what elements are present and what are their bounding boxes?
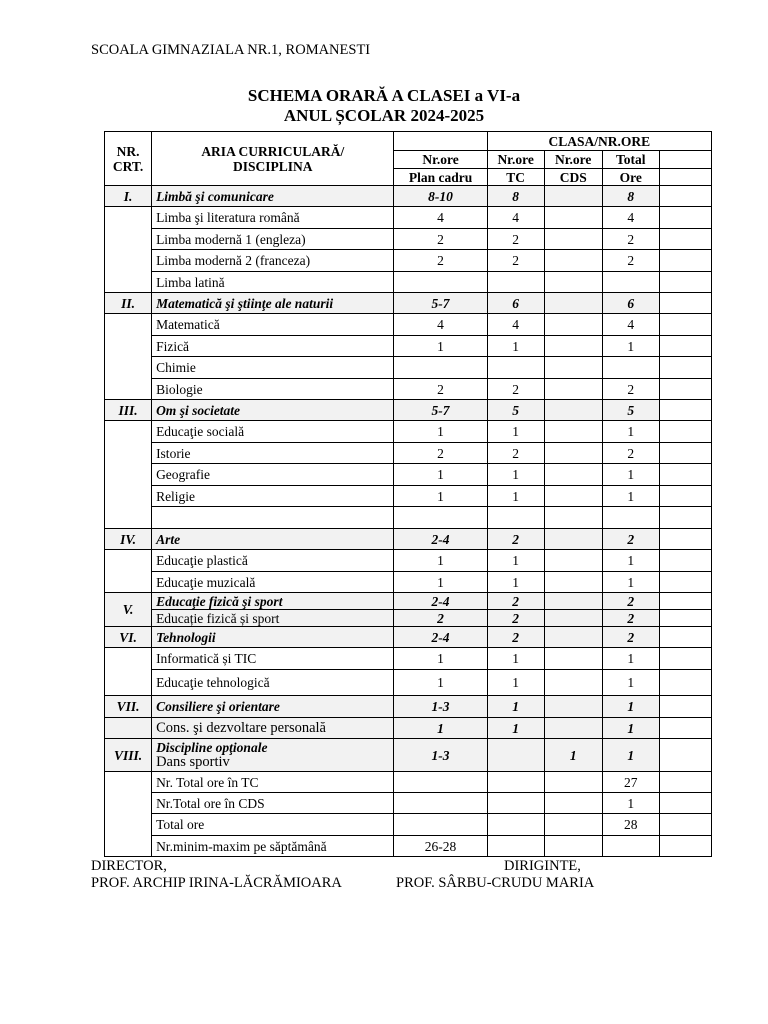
table-row [105, 464, 712, 486]
discipline-name: Matematică [152, 314, 394, 336]
header-crt: CRT. [112, 158, 144, 174]
discipline-name: Fizică [152, 336, 394, 357]
section-number: VIII. [105, 739, 152, 772]
plan-cadru-cell: 5-7 [394, 400, 487, 421]
cds-cell [544, 648, 602, 670]
cds-cell [544, 443, 602, 464]
section-number-span [105, 207, 152, 293]
header-aria [152, 132, 394, 186]
tc-cell: 4 [487, 314, 544, 336]
plan-cadru-cell: 2 [394, 250, 487, 272]
header-plan-cadru: Plan cadru [394, 169, 487, 186]
tc-cell: 6 [487, 293, 544, 314]
table-row [105, 250, 712, 272]
total-cell: 2 [602, 229, 659, 250]
section-number-span [105, 314, 152, 400]
header-clasa: CLASA/NR.ORE [487, 132, 711, 151]
discipline-name: Chimie [152, 357, 394, 379]
plan-cadru-cell: 1 [394, 421, 487, 443]
plan-cadru-cell: 1 [394, 486, 487, 507]
plan-cadru-cell: 1-3 [394, 739, 487, 772]
section-name [152, 739, 394, 772]
cds-cell [544, 229, 602, 250]
tc-cell: 5 [487, 400, 544, 421]
cds-cell [544, 186, 602, 207]
total-label: Total ore [152, 814, 394, 836]
discipline-name: Educaţie plastică [152, 550, 394, 572]
diriginte-name: PROF. SÂRBU-CRUDU MARIA [396, 875, 595, 891]
plan-cadru-cell: 2 [394, 379, 487, 400]
plan-cadru-cell: 2 [394, 229, 487, 250]
plan-cadru-cell: 2-4 [394, 627, 487, 648]
extra-cell [659, 443, 711, 464]
header-extra [659, 169, 711, 186]
section-row [105, 627, 712, 648]
plan-cadru-cell: 4 [394, 207, 487, 229]
total-row [105, 836, 712, 857]
header-aria-line2: DISCIPLINA [232, 158, 313, 174]
extra-cell [659, 648, 711, 670]
total-cell: 1 [602, 696, 659, 718]
table-row [105, 207, 712, 229]
diriginte-signature [396, 858, 594, 892]
header-nrore-cds: Nr.ore [544, 151, 602, 169]
tc-cell: 1 [487, 464, 544, 486]
total-cell: 1 [602, 336, 659, 357]
total-cell: 2 [602, 443, 659, 464]
tc-cell: 8 [487, 186, 544, 207]
extra-cell [659, 314, 711, 336]
total-cell: 2 [602, 610, 659, 627]
section-name: Om şi societate [152, 400, 394, 421]
extra-cell [659, 627, 711, 648]
extra-cell [659, 793, 711, 814]
section-row [105, 400, 712, 421]
tc-cell: 1 [487, 572, 544, 593]
cds-cell [544, 272, 602, 293]
table-row [105, 357, 712, 379]
cds-cell [544, 379, 602, 400]
extra-cell [659, 593, 711, 610]
tc-cell: 1 [487, 718, 544, 739]
discipline-name: Religie [152, 486, 394, 507]
total-cell: 1 [602, 572, 659, 593]
tc-cell: 1 [487, 336, 544, 357]
header-total: Total [602, 151, 659, 169]
total-cell: 2 [602, 379, 659, 400]
table-row [105, 718, 712, 739]
extra-cell [659, 272, 711, 293]
section-number: IV. [105, 529, 152, 550]
total-cell [602, 507, 659, 529]
tc-cell: 1 [487, 648, 544, 670]
cds-cell [544, 610, 602, 627]
discipline-name: Educaţie tehnologică [152, 670, 394, 696]
section-number: VI. [105, 627, 152, 648]
section-row [105, 186, 712, 207]
total-label: Nr. Total ore în TC [152, 772, 394, 793]
header-nrore-plan: Nr.ore [394, 151, 487, 169]
plan-cadru-cell [394, 814, 487, 836]
tc-cell [487, 507, 544, 529]
director-signature [91, 858, 342, 892]
plan-cadru-cell: 1-3 [394, 696, 487, 718]
discipline-name: Limba modernă 2 (franceza) [152, 250, 394, 272]
cds-cell [544, 572, 602, 593]
empty-row [105, 507, 712, 529]
section-name: Consiliere şi orientare [152, 696, 394, 718]
plan-cadru-cell: 5-7 [394, 293, 487, 314]
tc-cell: 2 [487, 379, 544, 400]
extra-cell [659, 379, 711, 400]
section-name: Arte [152, 529, 394, 550]
tc-cell [487, 739, 544, 772]
total-cell [602, 272, 659, 293]
cds-cell [544, 357, 602, 379]
total-label: Nr.minim-maxim pe săptămână [152, 836, 394, 857]
cds-cell [544, 486, 602, 507]
section-number: V. [105, 593, 152, 627]
extra-cell [659, 718, 711, 739]
extra-cell [659, 400, 711, 421]
discipline-name: Istorie [152, 443, 394, 464]
tc-cell [487, 357, 544, 379]
header-nr-crt [105, 132, 152, 186]
table-row [105, 379, 712, 400]
total-cell: 4 [602, 314, 659, 336]
cds-cell [544, 793, 602, 814]
total-cell: 6 [602, 293, 659, 314]
plan-cadru-cell: 1 [394, 464, 487, 486]
table-row [105, 421, 712, 443]
header-nrore-tc: Nr.ore [487, 151, 544, 169]
discipline-name: Geografie [152, 464, 394, 486]
extra-cell [659, 696, 711, 718]
tc-cell: 1 [487, 486, 544, 507]
header-extra [659, 151, 711, 169]
table-row [105, 648, 712, 670]
discipline-name: Educaţie socială [152, 421, 394, 443]
section-number: VII. [105, 696, 152, 718]
plan-cadru-cell [394, 793, 487, 814]
document-title: SCHEMA ORARĂ A CLASEI a VI-a [247, 86, 521, 105]
section-number-span [105, 648, 152, 696]
section-row [105, 696, 712, 718]
section-row [105, 293, 712, 314]
director-role: DIRECTOR, [91, 858, 167, 874]
total-cell: 2 [602, 627, 659, 648]
total-row [105, 772, 712, 793]
extra-cell [659, 421, 711, 443]
extra-cell [659, 293, 711, 314]
discipline-name: Informatică și TIC [152, 648, 394, 670]
diriginte-role: DIRIGINTE, [504, 858, 581, 874]
tc-cell: 2 [487, 529, 544, 550]
table-row [105, 572, 712, 593]
section-number-span [105, 550, 152, 593]
total-cell: 8 [602, 186, 659, 207]
cds-cell [544, 400, 602, 421]
cds-cell [544, 421, 602, 443]
director-name: PROF. ARCHIP IRINA-LĂCRĂMIOARA [91, 875, 342, 891]
extra-cell [659, 670, 711, 696]
total-cell: 2 [602, 250, 659, 272]
section-name: Matematică şi ştiinţe ale naturii [152, 293, 394, 314]
extra-cell [659, 814, 711, 836]
header-nr: NR. [116, 143, 140, 159]
discipline-name [152, 507, 394, 529]
extra-cell [659, 507, 711, 529]
section-number: III. [105, 400, 152, 421]
cds-cell [544, 529, 602, 550]
section-name: Educaţie fizică şi sport [152, 593, 394, 610]
plan-cadru-cell [394, 507, 487, 529]
plan-cadru-cell: 2-4 [394, 593, 487, 610]
section-number: II. [105, 293, 152, 314]
extra-cell [659, 572, 711, 593]
extra-cell [659, 186, 711, 207]
extra-cell [659, 529, 711, 550]
totals-number-span [105, 772, 152, 857]
cds-cell [544, 507, 602, 529]
cds-cell [544, 670, 602, 696]
total-row [105, 793, 712, 814]
total-row [105, 814, 712, 836]
section-row [105, 739, 712, 772]
total-cell: 1 [602, 648, 659, 670]
cds-cell [544, 314, 602, 336]
tc-cell: 1 [487, 670, 544, 696]
plan-cadru-cell: 1 [394, 550, 487, 572]
plan-cadru-cell: 1 [394, 572, 487, 593]
section-row [105, 593, 712, 610]
total-cell [602, 836, 659, 857]
plan-cadru-cell: 2-4 [394, 529, 487, 550]
extra-cell [659, 336, 711, 357]
plan-cadru-cell: 4 [394, 314, 487, 336]
plan-cadru-cell [394, 772, 487, 793]
header-ore: Ore [602, 169, 659, 186]
plan-cadru-cell: 1 [394, 670, 487, 696]
total-cell: 1 [602, 718, 659, 739]
header-tc: TC [487, 169, 544, 186]
plan-cadru-cell: 26-28 [394, 836, 487, 857]
total-cell: 1 [602, 464, 659, 486]
cds-cell [544, 696, 602, 718]
total-cell: 1 [602, 739, 659, 772]
table-row [105, 272, 712, 293]
cds-cell [544, 814, 602, 836]
tc-cell: 1 [487, 550, 544, 572]
table-row [105, 550, 712, 572]
extra-cell [659, 836, 711, 857]
cds-cell [544, 593, 602, 610]
discipline-name: Limba şi literatura română [152, 207, 394, 229]
tc-cell: 1 [487, 696, 544, 718]
total-cell: 1 [602, 421, 659, 443]
table-row [105, 486, 712, 507]
total-label: Nr.Total ore în CDS [152, 793, 394, 814]
discipline-name: Educaţie muzicală [152, 572, 394, 593]
section-name: Tehnologii [152, 627, 394, 648]
table-row [105, 336, 712, 357]
cds-cell [544, 336, 602, 357]
total-cell: 1 [602, 670, 659, 696]
extra-cell [659, 550, 711, 572]
school-name: SCOALA GIMNAZIALA NR.1, ROMANESTI [91, 42, 371, 58]
extra-cell [659, 250, 711, 272]
table-row [105, 610, 712, 627]
total-cell: 1 [602, 550, 659, 572]
header-row [105, 132, 712, 151]
cds-cell [544, 293, 602, 314]
tc-cell: 1 [487, 421, 544, 443]
discipline-name: Biologie [152, 379, 394, 400]
total-cell: 1 [602, 793, 659, 814]
tc-cell: 2 [487, 610, 544, 627]
tc-cell: 2 [487, 443, 544, 464]
plan-cadru-cell [394, 272, 487, 293]
cds-cell [544, 836, 602, 857]
section-number-span [105, 718, 152, 739]
extra-cell [659, 357, 711, 379]
section-name: Limbă şi comunicare [152, 186, 394, 207]
table-row [105, 314, 712, 336]
section-number-span [105, 421, 152, 529]
tc-cell [487, 793, 544, 814]
total-cell: 2 [602, 593, 659, 610]
plan-cadru-cell [394, 357, 487, 379]
extra-cell [659, 229, 711, 250]
section-subtitle: Dans sportiv [156, 754, 230, 770]
cds-cell [544, 250, 602, 272]
plan-cadru-cell: 1 [394, 336, 487, 357]
total-cell: 5 [602, 400, 659, 421]
cds-cell [544, 464, 602, 486]
extra-cell [659, 772, 711, 793]
cds-cell [544, 718, 602, 739]
document-subtitle: ANUL ȘCOLAR 2024-2025 [283, 106, 485, 125]
extra-cell [659, 464, 711, 486]
tc-cell: 2 [487, 229, 544, 250]
discipline-name: Limba modernă 1 (engleza) [152, 229, 394, 250]
discipline-name: Limba latină [152, 272, 394, 293]
tc-cell [487, 836, 544, 857]
header-aria-line1: ARIA CURRICULARĂ/ [201, 143, 345, 159]
plan-cadru-cell: 1 [394, 648, 487, 670]
cds-cell [544, 627, 602, 648]
total-cell: 2 [602, 529, 659, 550]
cds-cell [544, 207, 602, 229]
plan-cadru-cell: 2 [394, 443, 487, 464]
tc-cell: 4 [487, 207, 544, 229]
total-cell [602, 357, 659, 379]
total-cell: 4 [602, 207, 659, 229]
header-cds: CDS [544, 169, 602, 186]
table-row [105, 443, 712, 464]
cds-cell: 1 [544, 739, 602, 772]
tc-cell: 2 [487, 250, 544, 272]
tc-cell [487, 814, 544, 836]
cds-cell [544, 550, 602, 572]
tc-cell: 2 [487, 593, 544, 610]
cds-cell [544, 772, 602, 793]
table-row [105, 670, 712, 696]
total-cell: 1 [602, 486, 659, 507]
tc-cell [487, 272, 544, 293]
extra-cell [659, 610, 711, 627]
total-cell: 28 [602, 814, 659, 836]
extra-cell [659, 739, 711, 772]
schedule-table [104, 131, 712, 857]
total-cell: 27 [602, 772, 659, 793]
section-row [105, 529, 712, 550]
extra-cell [659, 486, 711, 507]
table-row [105, 229, 712, 250]
tc-cell: 2 [487, 627, 544, 648]
discipline-name: Educație fizică și sport [152, 610, 394, 627]
plan-cadru-cell: 8-10 [394, 186, 487, 207]
plan-cadru-cell: 1 [394, 718, 487, 739]
header-empty-plan [394, 132, 487, 151]
tc-cell [487, 772, 544, 793]
discipline-name: Cons. şi dezvoltare personală [152, 718, 394, 739]
plan-cadru-cell: 2 [394, 610, 487, 627]
section-number: I. [105, 186, 152, 207]
section-title: Discipline opţionale [156, 740, 268, 755]
extra-cell [659, 207, 711, 229]
